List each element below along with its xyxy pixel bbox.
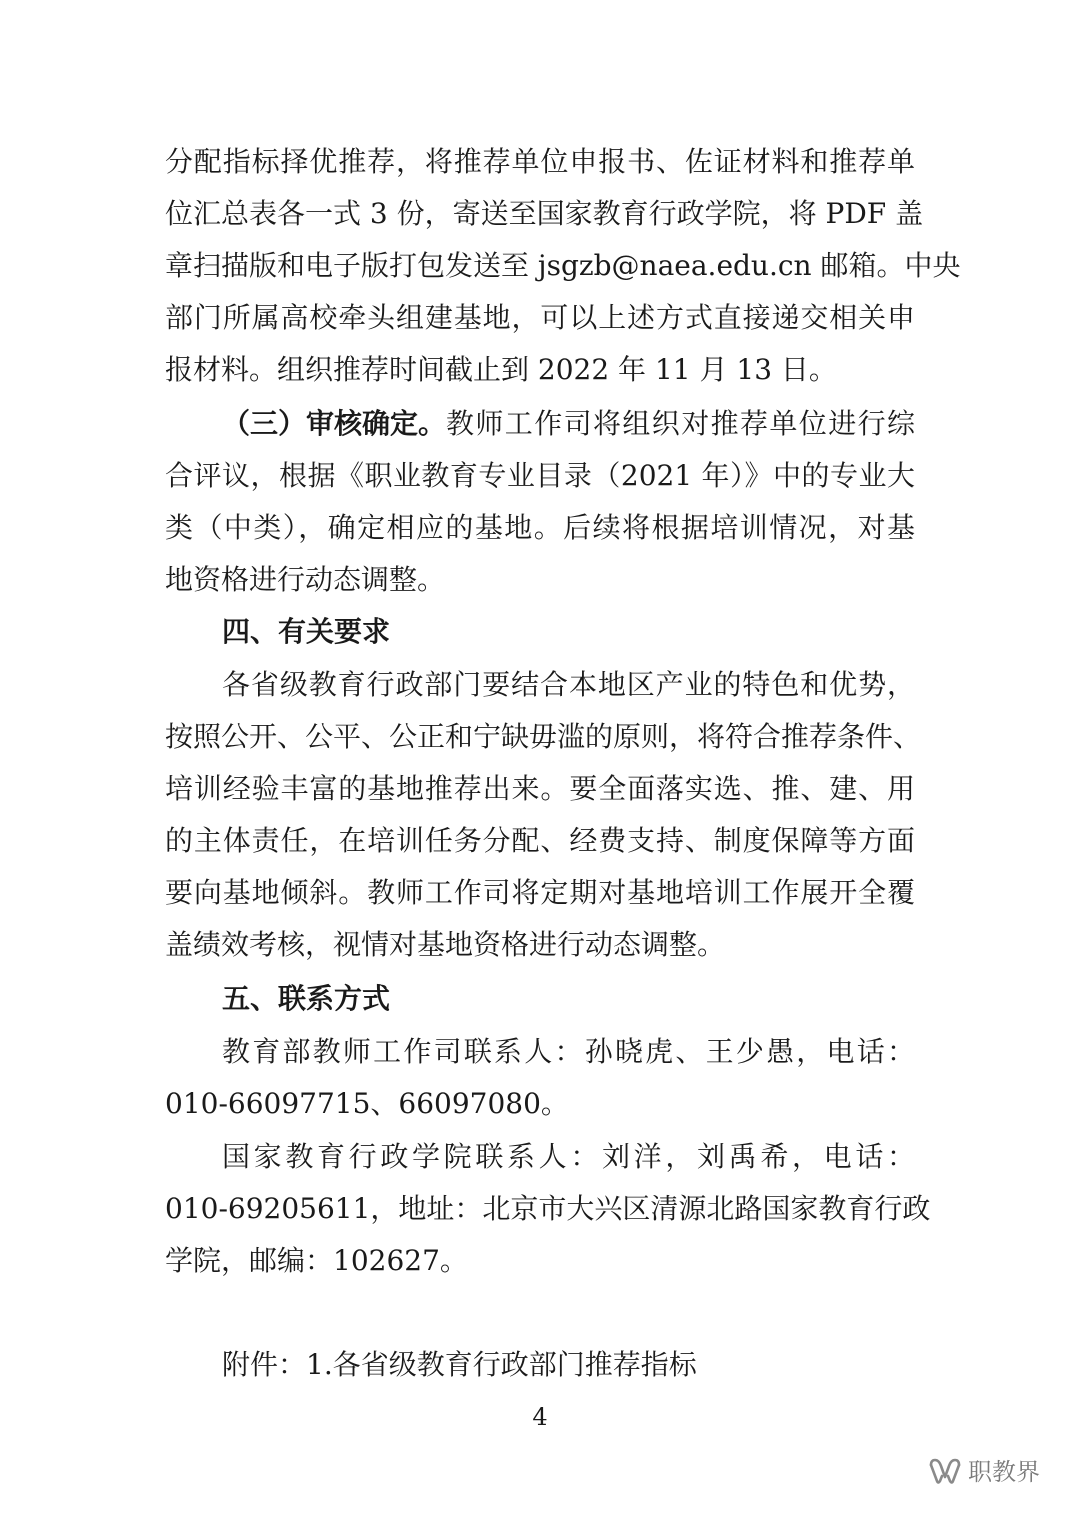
text-line: 各省级教育行政部门要结合本地区产业的特色和优势， bbox=[222, 668, 915, 701]
text-line: 位汇总表各一式 3 份，寄送至国家教育行政学院，将 PDF 盖 bbox=[165, 197, 924, 230]
attachment-line: 附件：1.各省级教育行政部门推荐指标 bbox=[222, 1348, 697, 1381]
section-label: （三）审核确定。 bbox=[222, 407, 447, 440]
watermark-text: 职教界 bbox=[968, 1458, 1040, 1486]
page-number: 4 bbox=[532, 1403, 548, 1431]
text-line: 地资格进行动态调整。 bbox=[165, 563, 446, 596]
text-line: 分配指标择优推荐，将推荐单位申报书、佐证材料和推荐单 bbox=[165, 145, 915, 178]
text-line: 010-66097715、66097080。 bbox=[165, 1087, 569, 1120]
text-line: 报材料。组织推荐时间截止到 2022 年 11 月 13 日。 bbox=[165, 353, 837, 386]
text-line: 培训经验丰富的基地推荐出来。要全面落实选、推、建、用 bbox=[165, 772, 915, 805]
text-line: 的主体责任，在培训任务分配、经费支持、制度保障等方面 bbox=[165, 824, 915, 857]
text-line: 国家教育行政学院联系人：刘洋，刘禹希，电话： bbox=[222, 1140, 915, 1173]
text-line-with-label bbox=[222, 407, 915, 441]
wechat-channel-icon bbox=[928, 1457, 962, 1487]
text-line: 盖绩效考核，视情对基地资格进行动态调整。 bbox=[165, 928, 726, 961]
text-line: 学院，邮编：102627。 bbox=[165, 1244, 468, 1277]
text-fragment: 教师工作司将组织对推荐单位进行综 bbox=[446, 407, 915, 440]
text-line: 类（中类），确定相应的基地。后续将根据培训情况，对基 bbox=[165, 511, 915, 544]
section-heading-contact: 五、联系方式 bbox=[222, 982, 391, 1015]
text-line: 合评议，根据《职业教育专业目录（2021 年）》中的专业大 bbox=[165, 459, 915, 492]
text-line: 要向基地倾斜。教师工作司将定期对基地培训工作展开全覆 bbox=[165, 876, 915, 909]
text-line: 部门所属高校牵头组建基地，可以上述方式直接递交相关申 bbox=[165, 301, 915, 334]
text-line: 章扫描版和电子版打包发送至 jsgzb@naea.edu.cn 邮箱。中央 bbox=[165, 249, 961, 282]
text-line: 010-69205611，地址：北京市大兴区清源北路国家教育行政 bbox=[165, 1192, 931, 1225]
watermark bbox=[928, 1452, 1040, 1492]
text-line: 按照公开、公平、公正和宁缺毋滥的原则，将符合推荐条件、 bbox=[165, 720, 922, 753]
text-line: 教育部教师工作司联系人：孙晓虎、王少愚，电话： bbox=[222, 1035, 915, 1068]
section-heading-requirements: 四、有关要求 bbox=[222, 615, 391, 648]
